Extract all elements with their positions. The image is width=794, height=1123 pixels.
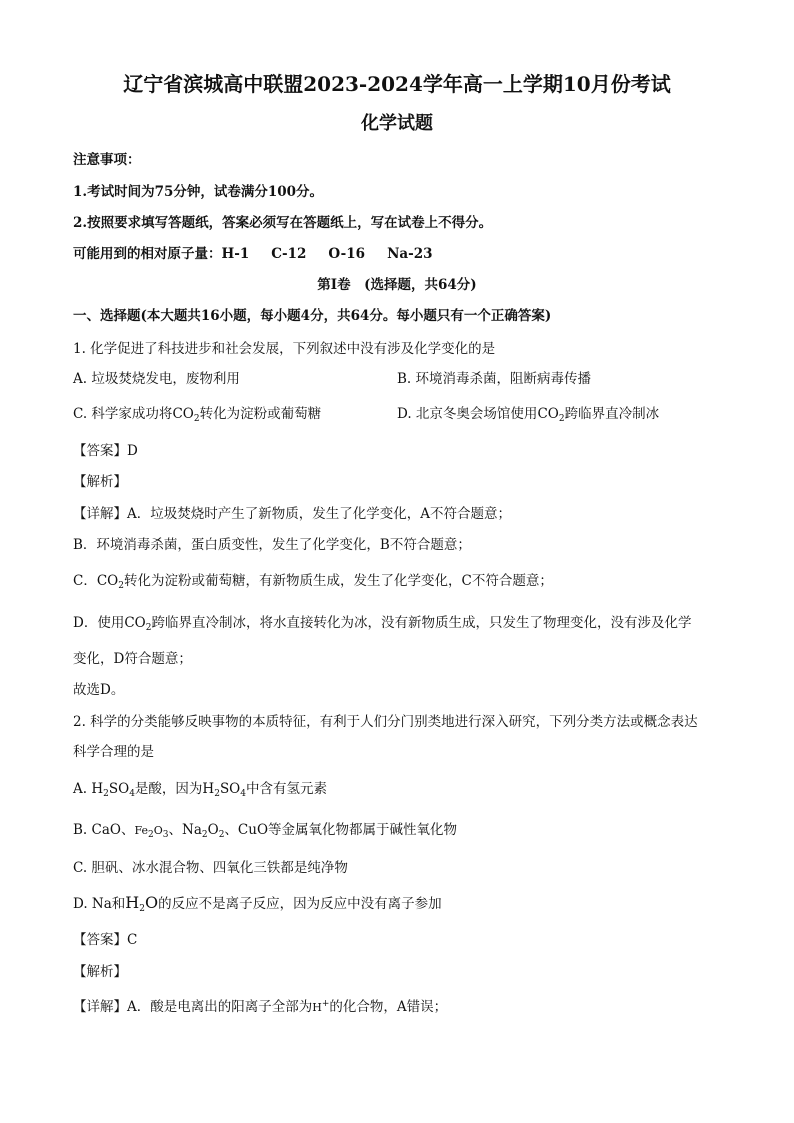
- formula-hplus: H+: [312, 999, 330, 1014]
- q1-analysis-label: 【解析】: [73, 474, 127, 490]
- q2-stem-line-1: 2. 科学的分类能够反映事物的本质特征，有利于人们分门别类地进行深入研究，下列分类方法或概念表达: [73, 714, 698, 730]
- notice-heading: 注意事项：: [73, 152, 141, 168]
- q1-detail-c: C．$CO_2$转化为淀粉或葡萄糖，有新物质生成，发生了化学变化，C不符合题意；: [73, 573, 553, 591]
- q1-detail-d: D．使用$CO_2$跨临界直冷制冰，将水直接转化为冰，没有新物质生成，只发生了物理变化，没有涉及化学: [73, 615, 692, 633]
- q1-option-b: B. 环境消毒杀菌，阻断病毒传播: [397, 371, 592, 387]
- atomic-masses-label: 可能用到的相对原子量：: [73, 246, 222, 262]
- atomic-masses: [73, 244, 734, 264]
- q2-stem-line-2: 科学合理的是: [73, 744, 154, 760]
- mass-na: Na-23: [387, 246, 433, 262]
- q2-option-a: A. $H_2SO_4$是酸，因为$H_2SO_4$中含有氢元素: [73, 781, 327, 799]
- q1-detail-b: B．环境消毒杀菌，蛋白质变性，发生了化学变化，B不符合题意；: [73, 537, 471, 553]
- q1-option-a: A. 垃圾焚烧发电，废物利用: [73, 371, 240, 387]
- q1-option-d: [397, 404, 659, 429]
- page-subtitle: 化学试题: [361, 113, 433, 134]
- q1-detail-a: 【详解】A．垃圾焚烧时产生了新物质，发生了化学变化，A不符合题意；: [73, 506, 511, 522]
- notice-item-1: 1.考试时间为75分钟，试卷满分100分。: [73, 184, 324, 200]
- q2-detail-a: 【详解】A．酸是电离出的阳离子全部为H+的化合物，A错误；: [73, 999, 448, 1015]
- q1-option-d-text: D. 北京冬奥会场馆使用: [397, 406, 538, 422]
- notice-item-2: 2.按照要求填写答题纸，答案必须写在答题纸上，写在试卷上不得分。: [73, 215, 493, 231]
- q2-option-d: D. Na和$H_2O$的反应不是离子反应，因为反应中没有离子参加: [73, 893, 442, 914]
- q1-conclusion: 故选D。: [73, 682, 125, 698]
- mass-h: H-1: [221, 246, 250, 262]
- q2-option-c: C. 胆矾、冰水混合物、四氧化三铁都是纯净物: [73, 860, 348, 876]
- formula-co2: $CO_2$: [537, 406, 565, 424]
- formula-co2: $CO_2$: [96, 573, 124, 591]
- q1-stem: 1. 化学促进了科技进步和社会发展，下列叙述中没有涉及化学变化的是: [73, 341, 496, 357]
- q2-option-b: B. CaO、$Fe_2O_3$、$Na_2O_2$、CuO等金属氧化物都属于碱性氧化物: [73, 822, 458, 840]
- q1-answer: 【答案】D: [73, 443, 138, 459]
- page-title: 辽宁省滨城高中联盟2023-2024学年高一上学期10月份考试: [123, 72, 671, 96]
- q1-option-c-text-end: 转化为淀粉或葡萄糖: [199, 406, 322, 422]
- q2-analysis-label: 【解析】: [73, 964, 127, 980]
- q1-detail-d-continued: 变化，D符合题意；: [73, 651, 192, 667]
- q1-option-d-text-end: 跨临界直冷制冰: [564, 406, 660, 422]
- formula-h2o: $H_2O$: [125, 893, 159, 914]
- mass-o: O-16: [328, 246, 366, 262]
- formula-co2: $CO_2$: [124, 615, 152, 633]
- formula-h2so4: $H_2SO_4$: [91, 781, 135, 799]
- formula-h2so4: $H_2SO_4$: [202, 781, 246, 799]
- section-heading: 第I卷 (选择题，共64分): [317, 277, 477, 293]
- q1-option-c-text: C. 科学家成功将: [73, 406, 173, 422]
- formula-co2: $CO_2$: [172, 406, 200, 424]
- formula-na2o2: $Na_2O_2$: [182, 822, 225, 840]
- section-instructions: 一、选择题(本大题共16小题，每小题4分，共64分。每小题只有一个正确答案): [73, 308, 552, 324]
- q2-answer: 【答案】C: [73, 932, 138, 948]
- mass-c: C-12: [271, 246, 307, 262]
- formula-fe2o3: $Fe_2O_3$: [134, 824, 169, 840]
